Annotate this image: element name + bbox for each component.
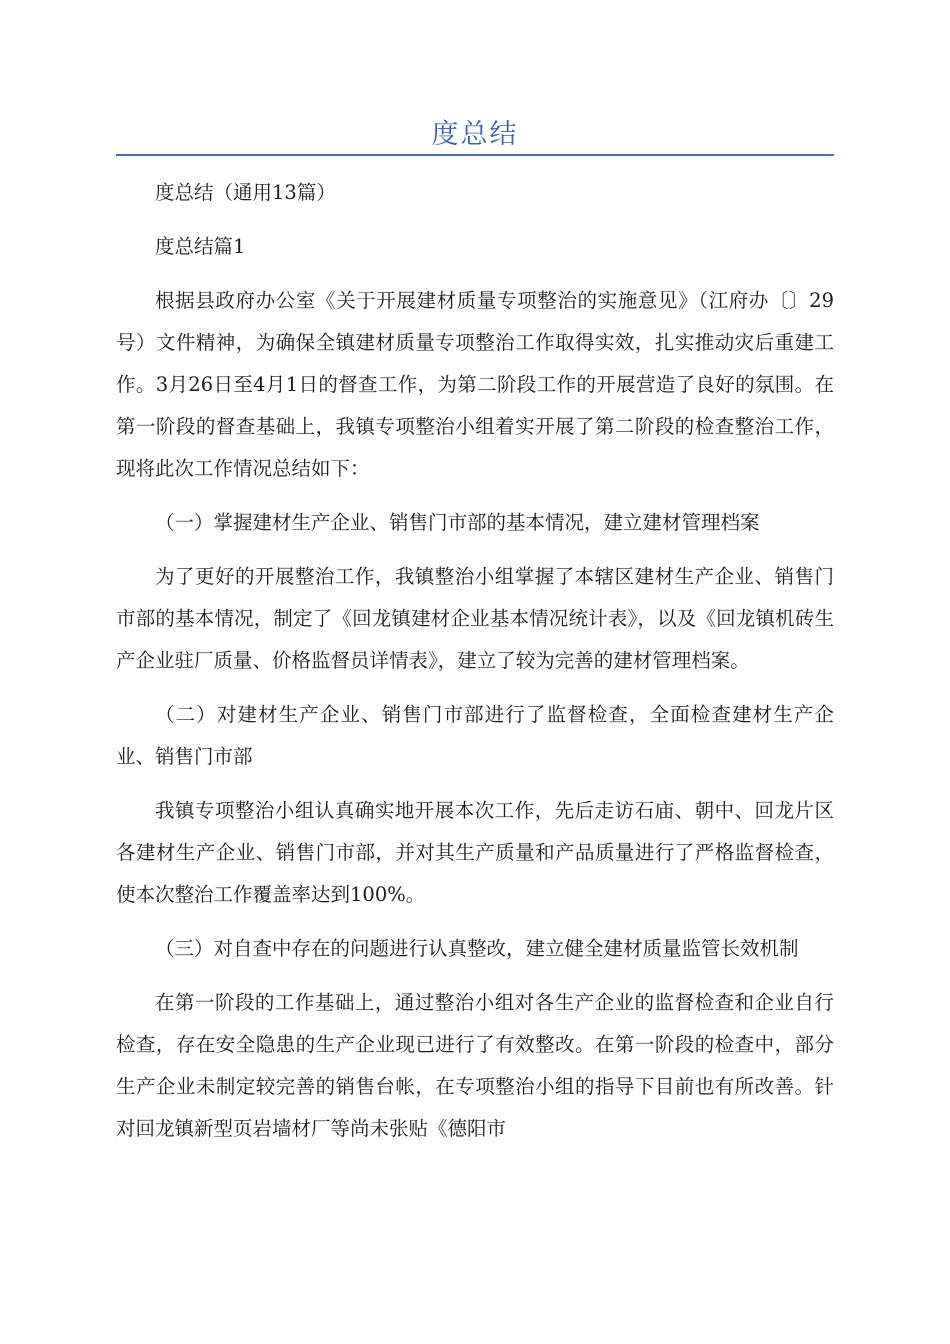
subsection-heading: （二）对建材生产企业、销售门市部进行了监督检查，全面检查建材生产企业、销售门市部 <box>116 703 834 768</box>
title-divider <box>116 154 834 156</box>
section-heading: 度总结篇1 <box>155 235 246 258</box>
subsection-heading: （三）对自查中存在的问题进行认真整改，建立健全建材质量监管长效机制 <box>155 937 799 960</box>
document-body <box>116 172 834 1162</box>
subsection-heading: （一）掌握建材生产企业、销售门市部的基本情况，建立建材管理档案 <box>155 511 760 534</box>
document-title: 度总结 <box>431 119 519 150</box>
body-paragraph: 我镇专项整治小组认真确实地开展本次工作，先后走访石庙、朝中、回龙片区各建材生产企业、销售门市部，并对其生产质量和产品质量进行了严格监督检查，使本次整治工作覆盖率达到100%。 <box>116 799 834 906</box>
body-paragraph: 在第一阶段的工作基础上，通过整治小组对各生产企业的监督检查和企业自行检查，存在安全隐患的生产企业现已进行了有效整改。在第一阶段的检查中，部分生产企业未制定较完善的销售台帐，在专项整治小组的指导下目前也有所改善。针对回龙镇新型页岩墙材厂等尚未张贴《德阳市 <box>116 991 834 1140</box>
body-paragraph: 为了更好的开展整治工作，我镇整治小组掌握了本辖区建材生产企业、销售门市部的基本情况，制定了《回龙镇建材企业基本情况统计表》，以及《回龙镇机砖生产企业驻厂质量、价格监督员详情表》，建立了较为完善的建材管理档案。 <box>116 565 834 672</box>
body-paragraph: 根据县政府办公室《关于开展建材质量专项整治的实施意见》（江府办〔〕29号）文件精神，为确保全镇建材质量专项整治工作取得实效，扎实推动灾后重建工作。3月26日至4月1日的督查工作，为第二阶段工作的开展营造了良好的氛围。在第一阶段的督查基础上，我镇专项整治小组着实开展了第二阶段的检查整治工作，现将此次工作情况总结如下： <box>116 289 834 480</box>
subtitle-line: 度总结（通用13篇） <box>155 181 336 204</box>
